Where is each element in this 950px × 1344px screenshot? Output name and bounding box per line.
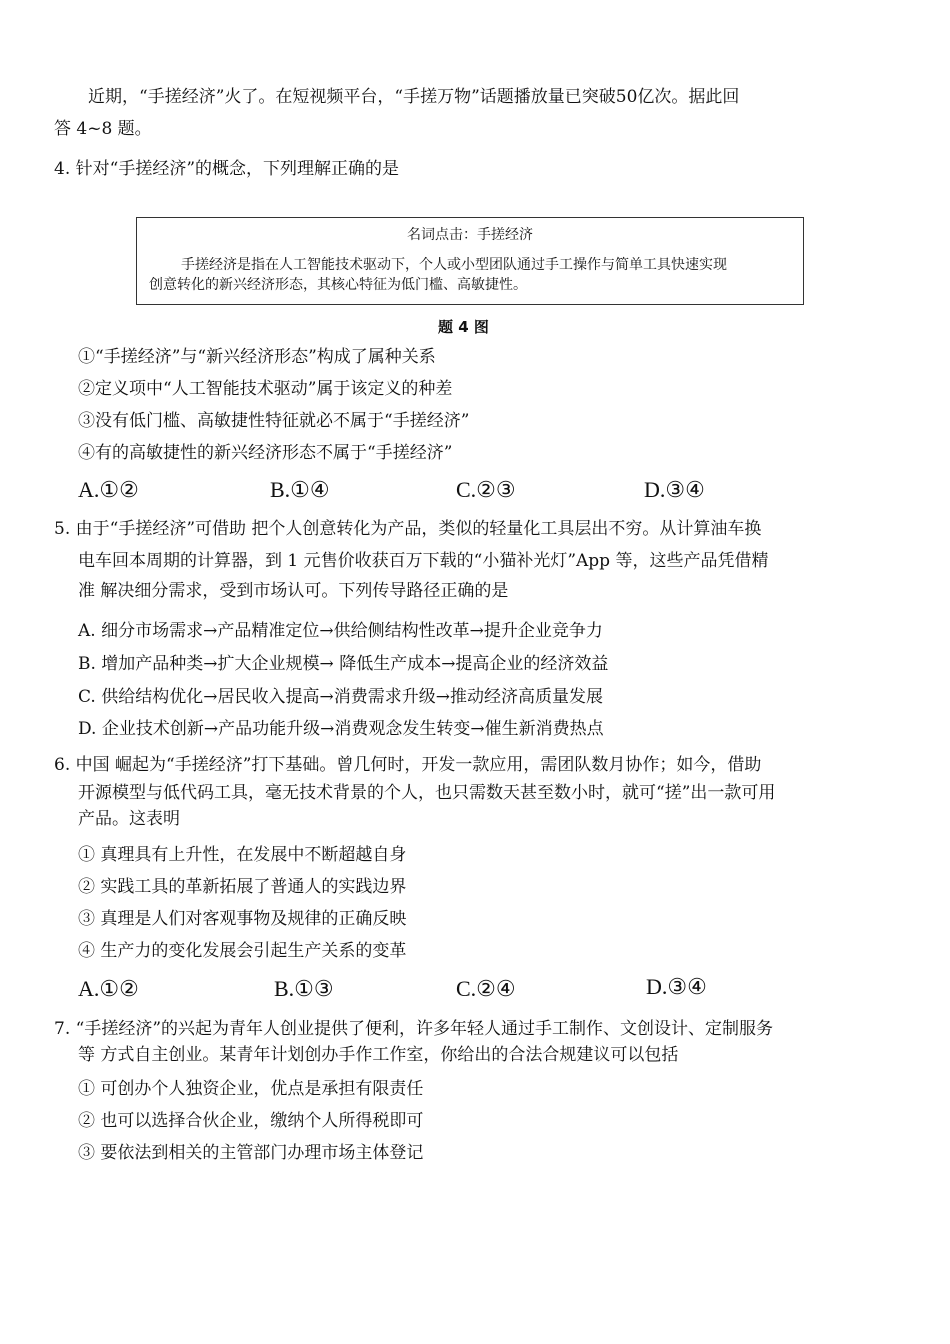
q7-item-2: ② 也可以选择合伙企业，缴纳个人所得税即可 bbox=[78, 1111, 424, 1131]
q6-option-c: C.②④ bbox=[456, 976, 516, 1001]
q5-line-2: 电车回本周期的计算器，到 1 元售价收获百万下载的“小猫补光灯”App 等，这些产品凭借精 bbox=[78, 551, 769, 571]
q5-choice-c: C. 供给结构优化→居民收入提高→消费需求升级→推动经济高质量发展 bbox=[78, 687, 603, 707]
q7-line-2: 等 方式自主创业。某青年计划创办手作工作室，你给出的合法合规建议可以包括 bbox=[78, 1045, 679, 1065]
q5-line-3: 准 解决细分需求，受到市场认可。下列传导路径正确的是 bbox=[78, 581, 509, 601]
q4-box-line-2: 创意转化的新兴经济形态，其核心特征为低门槛、高敏捷性。 bbox=[149, 277, 527, 293]
q6-item-1: ① 真理具有上升性，在发展中不断超越自身 bbox=[78, 845, 407, 865]
q6-option-b: B.①③ bbox=[274, 976, 334, 1001]
q5-choice-d: D. 企业技术创新→产品功能升级→消费观念发生转变→催生新消费热点 bbox=[78, 719, 604, 739]
q5-choice-b: B. 增加产品种类→扩大企业规模→ 降低生产成本→提高企业的经济效益 bbox=[78, 654, 609, 674]
q4-stem: 4. 针对“手搓经济”的概念，下列理解正确的是 bbox=[54, 159, 400, 179]
q4-item-1: ①“手搓经济”与“新兴经济形态”构成了属种关系 bbox=[78, 347, 436, 367]
q7-line-1: 7. “手搓经济”的兴起为青年人创业提供了便利，许多年轻人通过手工制作、文创设计、定制服务 bbox=[54, 1019, 774, 1039]
q4-option-d: D.③④ bbox=[644, 477, 705, 502]
q5-line-1: 5. 由于“手搓经济”可借助 把个人创意转化为产品，类似的轻量化工具层出不穷。从计算油车换 bbox=[54, 519, 762, 539]
q4-definition-box bbox=[136, 217, 804, 305]
q4-option-b: B.①④ bbox=[270, 477, 330, 502]
q6-item-2: ② 实践工具的革新拓展了普通人的实践边界 bbox=[78, 877, 407, 897]
q6-option-d: D.③④ bbox=[646, 974, 707, 999]
q7-item-3: ③ 要依法到相关的主管部门办理市场主体登记 bbox=[78, 1143, 424, 1163]
q7-item-1: ① 可创办个人独资企业，优点是承担有限责任 bbox=[78, 1079, 424, 1099]
q6-item-4: ④ 生产力的变化发展会引起生产关系的变革 bbox=[78, 941, 407, 961]
q4-box-line-1: 手搓经济是指在人工智能技术驱动下，个人或小型团队通过手工操作与简单工具快速实现 bbox=[181, 257, 727, 273]
intro-line-2: 答 4~8 题。 bbox=[54, 119, 152, 139]
q4-option-c: C.②③ bbox=[456, 477, 516, 502]
intro-line-1: 近期，“手搓经济”火了。在短视频平台，“手搓万物”话题播放量已突破50亿次。据此回 bbox=[88, 87, 740, 107]
q6-line-1: 6. 中国 崛起为“手搓经济”打下基础。曾几何时，开发一款应用，需团队数月协作；如今，借助 bbox=[54, 755, 762, 775]
q6-option-a: A.①② bbox=[78, 976, 139, 1001]
q4-item-3: ③没有低门槛、高敏捷性特征就必不属于“手搓经济” bbox=[78, 411, 470, 431]
q6-line-2: 开源模型与低代码工具，毫无技术背景的个人，也只需数天甚至数小时，就可“搓”出一款可用 bbox=[78, 783, 776, 803]
q5-choice-a: A. 细分市场需求→产品精准定位→供给侧结构性改革→提升企业竞争力 bbox=[78, 621, 603, 641]
q6-item-3: ③ 真理是人们对客观事物及规律的正确反映 bbox=[78, 909, 407, 929]
q4-option-a: A.①② bbox=[78, 477, 139, 502]
q4-item-4: ④有的高敏捷性的新兴经济形态不属于“手搓经济” bbox=[78, 443, 453, 463]
q4-figure-caption: 题 4 图 bbox=[438, 318, 489, 336]
q4-item-2: ②定义项中“人工智能技术驱动”属于该定义的种差 bbox=[78, 379, 453, 399]
q4-box-title: 名词点击：手搓经济 bbox=[407, 227, 533, 243]
q6-line-3: 产品。这表明 bbox=[78, 809, 180, 829]
